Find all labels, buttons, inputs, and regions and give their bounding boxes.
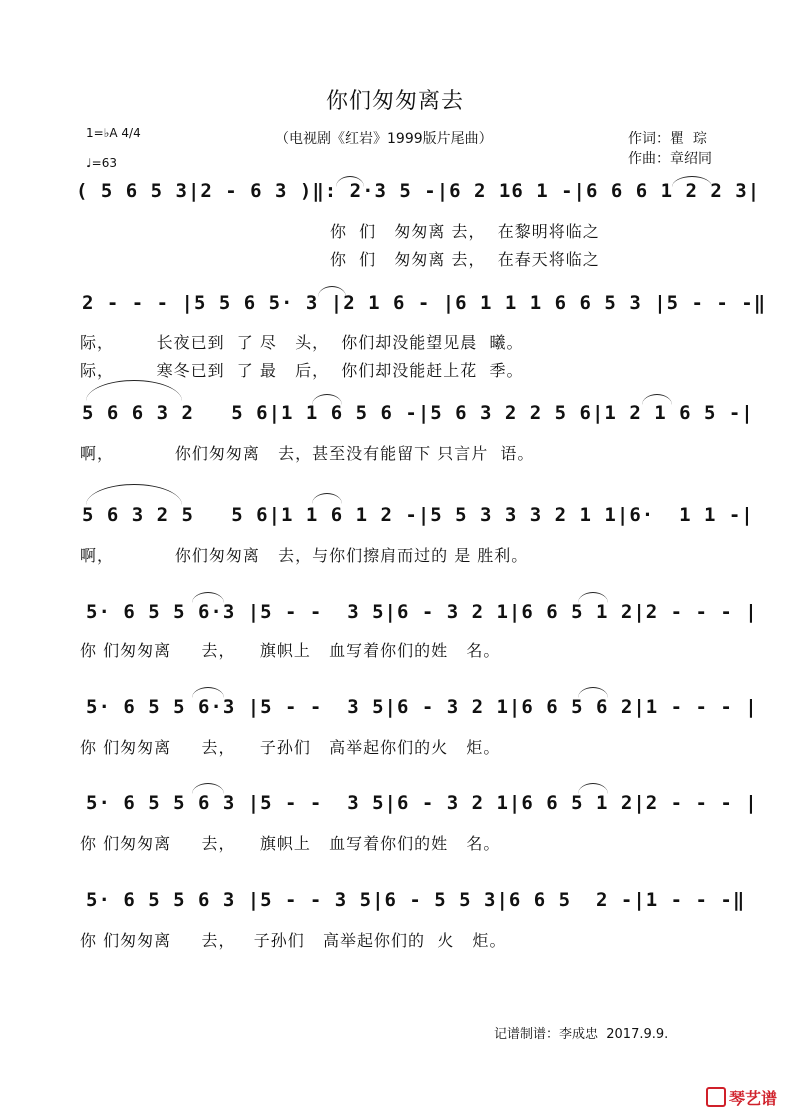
song-subtitle: （电视剧《红岩》1999版片尾曲）	[275, 131, 493, 147]
transcriber-credit: 记谱制谱：李成忠 2017.9.9.	[494, 1027, 669, 1042]
lyric-line: 你 们 匆匆离 去， 在黎明将临之	[330, 222, 600, 241]
lyric-line: 啊， 你们匆匆离 去，与你们擦肩而过的 是 胜利。	[80, 546, 529, 565]
notation-line: 5· 6 5 5 6·3 |5 - - 3 5|6 - 3 2 1|6 6 5 1 2|2 - - - |	[86, 601, 758, 623]
notation-line: ( 5 6 5 3|2 - 6 3 )‖: 2·3 5 -|6 2 16 1 -|6 6 6 1 2 2 3|	[76, 180, 761, 202]
lyric-line: 际， 寒冬已到 了 最 后， 你们却没能赶上花 季。	[80, 361, 524, 380]
lyricist-credit: 作词：瞿 琮	[628, 131, 707, 147]
notation-line: 5· 6 5 5 6 3 |5 - - 3 5|6 - 3 2 1|6 6 5 1 2|2 - - - |	[86, 792, 758, 814]
lyric-line: 你 们匆匆离 去， 旗帜上 血写着你们的姓 名。	[80, 834, 501, 853]
notation-line: 5· 6 5 5 6 3 |5 - - 3 5|6 - 5 5 3|6 6 5 2 -|1 - - -‖	[86, 889, 746, 911]
notation-line: 5 6 3 2 5 5 6|1 1 6 1 2 -|5 5 3 3 3 2 1 1|6· 1 1 -|	[82, 504, 754, 526]
slur	[312, 493, 342, 504]
slur	[336, 176, 364, 187]
logo-icon	[706, 1087, 726, 1107]
slur	[672, 176, 712, 187]
lyric-line: 你 们 匆匆离 去， 在春天将临之	[330, 250, 600, 269]
lyric-line: 际， 长夜已到 了 尽 头， 你们却没能望见晨 曦。	[80, 333, 524, 352]
site-logo	[706, 1086, 777, 1109]
slur	[318, 286, 346, 297]
key-text: 1=♭A	[86, 126, 118, 140]
key-signature	[86, 126, 141, 140]
lyric-line: 啊， 你们匆匆离 去，甚至没有能留下 只言片 语。	[80, 444, 535, 463]
notation-line: 2 - - - |5 5 6 5· 3 |2 1 6 - |6 1 1 1 6 6 5 3 |5 - - -‖	[82, 292, 767, 314]
notation-line: 5 6 6 3 2 5 6|1 1 6 5 6 -|5 6 3 2 2 5 6|1 2 1 6 5 -|	[82, 402, 754, 424]
logo-text: 琴艺谱	[729, 1089, 778, 1108]
notation-line: 5· 6 5 5 6·3 |5 - - 3 5|6 - 3 2 1|6 6 5 6 2|1 - - - |	[86, 696, 758, 718]
song-title: 你们匆匆离去	[325, 89, 464, 114]
slur	[86, 484, 182, 505]
time-signature: 4/4	[121, 126, 141, 140]
lyric-line: 你 们匆匆离 去， 子孙们 高举起你们的 火 炬。	[80, 931, 507, 950]
tempo-marking: ♩=63	[86, 156, 117, 170]
composer-credit: 作曲：章绍同	[628, 151, 712, 167]
slur	[86, 380, 182, 401]
lyric-line: 你 们匆匆离 去， 旗帜上 血写着你们的姓 名。	[80, 641, 501, 660]
lyric-line: 你 们匆匆离 去， 子孙们 高举起你们的火 炬。	[80, 738, 501, 757]
